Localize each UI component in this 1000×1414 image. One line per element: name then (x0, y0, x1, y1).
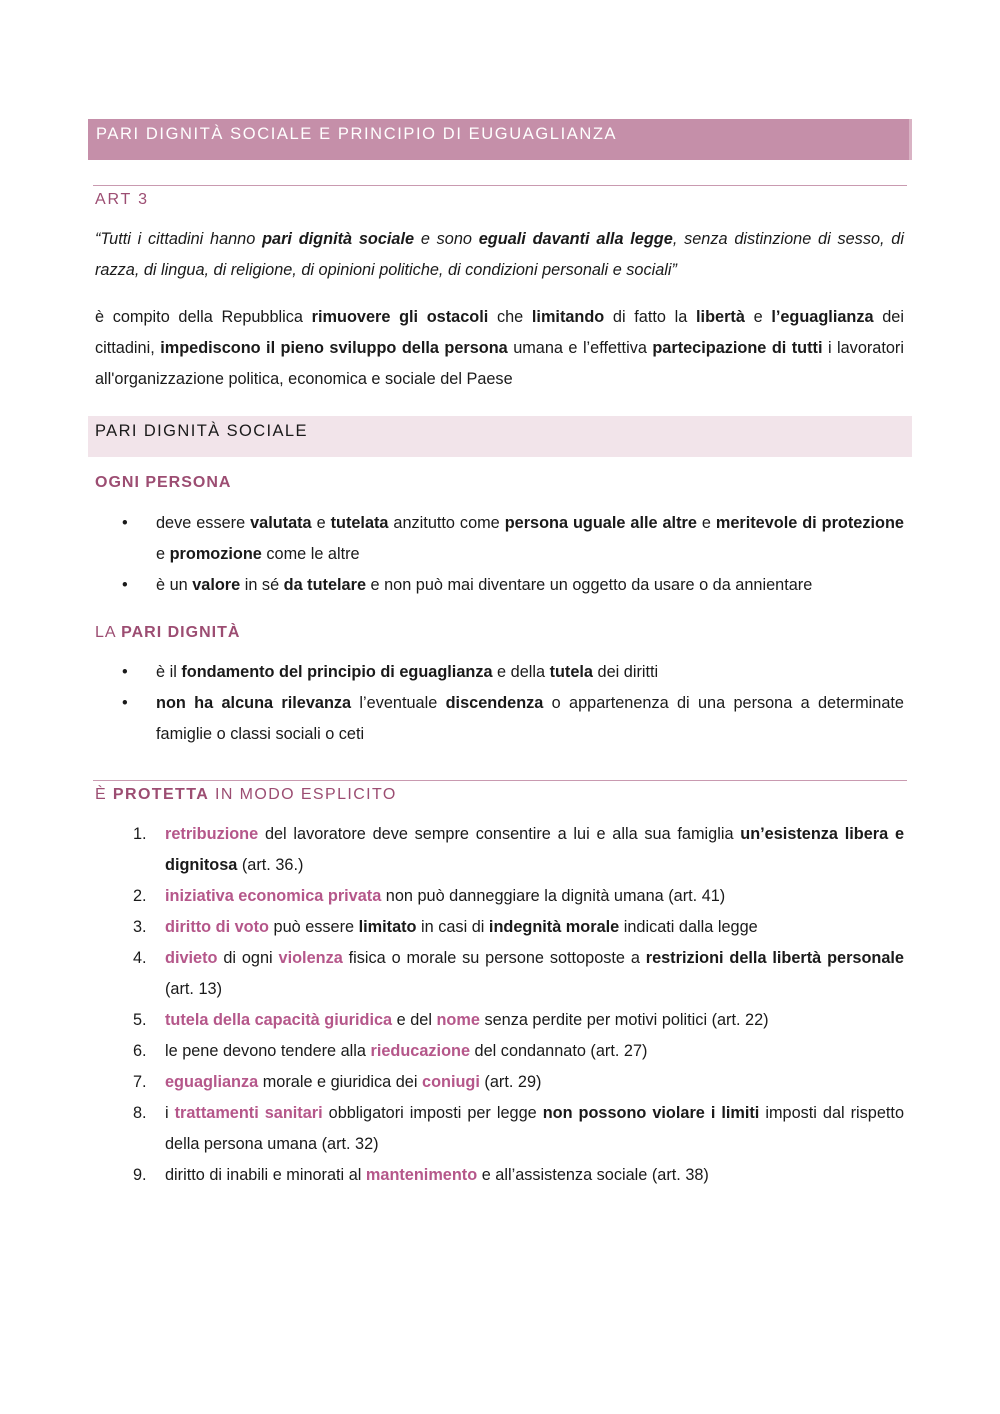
list-item: 8. i trattamenti sanitari obbligatori imposti per legge non possono violare i limiti imposti dal rispetto della persona umana (art. 32) (133, 1104, 905, 1153)
list-item: 3. diritto di voto può essere limitato in casi di indegnità morale indicati dalla legge (133, 918, 758, 936)
list-item: 7. eguaglianza morale e giuridica dei coniugi (art. 29) (133, 1073, 542, 1091)
list-item: 1. retribuzione del lavoratore deve sempre consentire a lui e alla sua famiglia un’esistenza libera e dignitosa (art. 36.) (133, 825, 905, 874)
bullet-icon: • (122, 663, 128, 681)
republic-task-paragraph: è compito della Repubblica rimuovere gli ostacoli che limitando di fatto la libertà e l’eguaglianza dei cittadini, impediscono il pieno sviluppo della persona umana e l’effettiva partecipazione di tutti i lavoratori all'organizzazione politica, economica e sociale del Paese (95, 308, 904, 388)
bullet-icon: • (122, 694, 128, 712)
title-banner (88, 119, 912, 160)
section-heading-art3: ART 3 (95, 191, 149, 208)
list-item: • è il fondamento del principio di eguaglianza e della tutela dei diritti (95, 657, 904, 688)
list-item: • deve essere valutata e tutelata anzitutto come persona uguale alle altre e meritevole di protezione e promozione come le altre (95, 508, 904, 570)
section-band-pari-dignita (88, 416, 912, 457)
list-item: 5. tutela della capacità giuridica e del nome senza perdite per motivi politici (art. 22) (133, 1011, 769, 1029)
list-item: • è un valore in sé da tutelare e non può mai diventare un oggetto da usare o da annientare (95, 570, 904, 601)
list-item: 2. iniziativa economica privata non può danneggiare la dignità umana (art. 41) (133, 887, 726, 905)
la-pari-dignita-list (95, 657, 904, 750)
page-title: PARI DIGNITÀ SOCIALE E PRINCIPIO DI EUGUAGLIANZA (96, 125, 618, 143)
article-quote: “Tutti i cittadini hanno pari dignità sociale e sono eguali davanti alla legge, senza distinzione di sesso, di razza, di lingua, di religione, di opinioni politiche, di condizioni personali e sociali” (95, 230, 904, 279)
protetta-list (95, 819, 904, 1191)
divider (93, 780, 907, 781)
ogni-persona-list (95, 508, 904, 601)
list-item: 6. le pene devono tendere alla rieducazione del condannato (art. 27) (133, 1042, 648, 1060)
bullet-icon: • (122, 576, 128, 594)
bullet-icon: • (122, 514, 128, 532)
divider (93, 185, 907, 186)
subheading-la-pari-dignita: LA PARI DIGNITÀ (95, 624, 241, 641)
list-item: 4. divieto di ogni violenza fisica o morale su persone sottoposte a restrizioni della libertà personale (art. 13) (133, 949, 904, 998)
section-heading: PARI DIGNITÀ SOCIALE (95, 422, 308, 440)
subheading-ogni-persona: OGNI PERSONA (95, 474, 232, 491)
list-item: • non ha alcuna rilevanza l’eventuale discendenza o appartenenza di una persona a determinate famiglie o classi sociali o ceti (95, 688, 904, 750)
subheading-protetta: È PROTETTA IN MODO ESPLICITO (95, 786, 397, 803)
list-item: 9. diritto di inabili e minorati al mantenimento e all’assistenza sociale (art. 38) (133, 1166, 709, 1184)
